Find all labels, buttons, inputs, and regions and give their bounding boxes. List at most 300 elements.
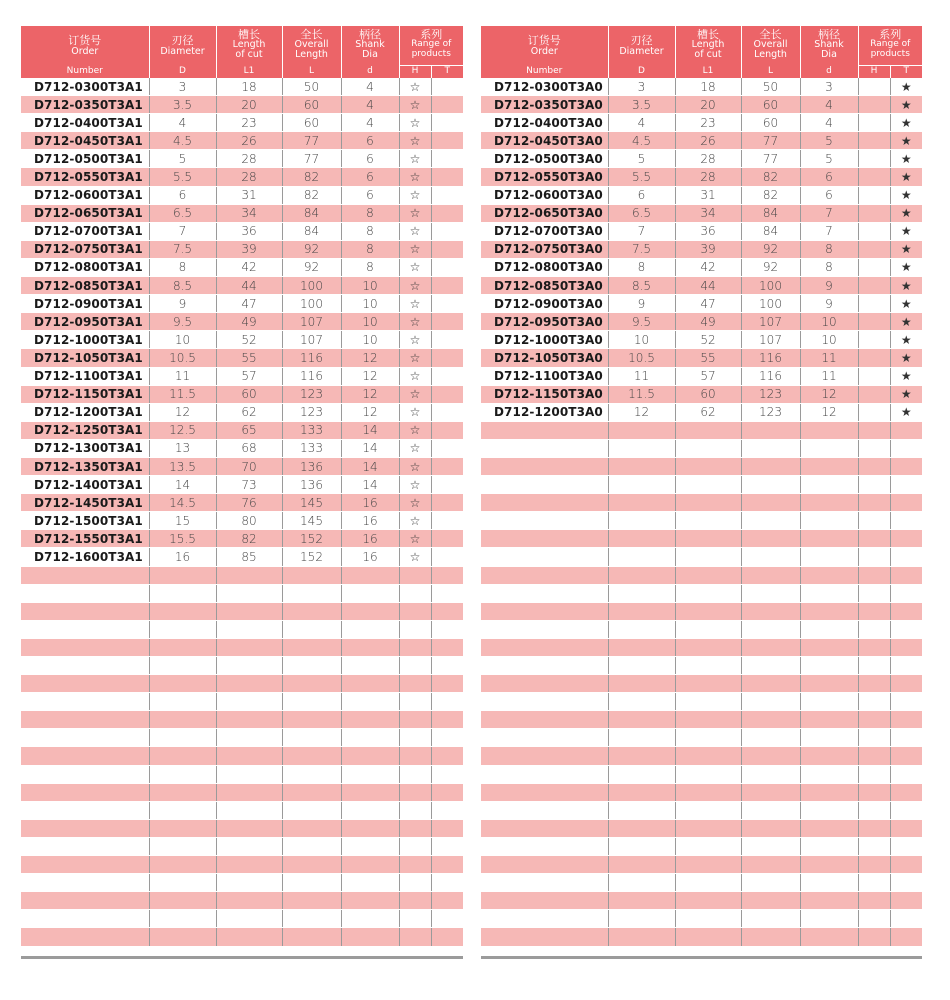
empty-cell [431,874,463,892]
table-row [21,476,463,494]
empty-cell [21,693,149,711]
empty-cell [858,892,890,910]
product-table-right [481,26,922,947]
empty-cell [741,512,800,530]
overall-length: 152 [282,548,341,566]
empty-cell [890,512,922,530]
hollow-star-icon: ☆ [399,150,431,168]
empty-cell [481,457,608,475]
empty-cell [149,584,216,602]
empty-cell [431,584,463,602]
empty-cell [341,602,399,620]
diameter: 3 [149,78,216,96]
empty-cell [858,638,890,656]
empty-cell [858,801,890,819]
empty-cell [481,439,608,457]
order-number: D712-0700T3A0 [481,222,608,240]
empty-cell [890,530,922,548]
overall-length: 84 [741,222,800,240]
empty-cell [675,729,741,747]
table-row [481,512,922,530]
subheader-shank-d: d [341,66,399,79]
empty-cell [481,928,608,946]
length-of-cut: 28 [216,150,282,168]
diameter: 14 [149,476,216,494]
overall-length: 92 [282,258,341,276]
order-number: D712-0850T3A0 [481,277,608,295]
empty-cell [399,928,431,946]
overall-length: 107 [282,331,341,349]
table-row [21,837,463,855]
shank-dia: 16 [341,512,399,530]
order-number: D712-0300T3A1 [21,78,149,96]
table-row [21,457,463,475]
empty-cell [282,747,341,765]
diameter: 9.5 [608,313,675,331]
subheader-h: H [858,66,890,79]
shank-dia: 14 [341,421,399,439]
empty-cell [858,150,890,168]
overall-length: 84 [282,204,341,222]
empty-cell [282,928,341,946]
overall-length: 77 [741,150,800,168]
overall-length: 136 [282,457,341,475]
empty-cell [431,313,463,331]
hollow-star-icon: ☆ [399,530,431,548]
empty-cell [800,530,858,548]
empty-cell [399,729,431,747]
hollow-star-icon: ☆ [399,222,431,240]
empty-cell [608,729,675,747]
empty-cell [741,837,800,855]
empty-cell [858,856,890,874]
empty-cell [800,711,858,729]
empty-cell [481,892,608,910]
empty-cell [890,910,922,928]
empty-cell [608,874,675,892]
empty-cell [21,801,149,819]
empty-cell [431,602,463,620]
empty-cell [858,421,890,439]
empty-cell [481,819,608,837]
order-number: D712-1600T3A1 [21,548,149,566]
diameter-header: 刃径 Diameter [608,26,675,66]
empty-cell [800,620,858,638]
empty-cell [608,910,675,928]
table-row [481,457,922,475]
empty-cell [282,729,341,747]
empty-cell [431,765,463,783]
shank-dia-header: 柄径 Shank Dia [800,26,858,66]
table-row [21,801,463,819]
empty-cell [858,132,890,150]
empty-cell [216,620,282,638]
diameter: 3.5 [608,96,675,114]
empty-cell [858,819,890,837]
length-of-cut: 36 [675,222,741,240]
hollow-star-icon: ☆ [399,277,431,295]
empty-cell [149,783,216,801]
empty-cell [431,295,463,313]
table-row [21,693,463,711]
overall-length: 77 [282,132,341,150]
empty-cell [858,874,890,892]
empty-cell [890,765,922,783]
empty-cell [741,765,800,783]
shank-dia: 6 [800,186,858,204]
table-row [21,856,463,874]
empty-cell [741,439,800,457]
empty-cell [216,874,282,892]
empty-cell [481,584,608,602]
empty-cell [608,620,675,638]
empty-cell [858,675,890,693]
order-number: D712-0750T3A1 [21,240,149,258]
empty-cell [431,132,463,150]
empty-cell [216,910,282,928]
empty-cell [890,693,922,711]
empty-cell [481,783,608,801]
hollow-star-icon: ☆ [399,494,431,512]
hollow-star-icon: ☆ [399,403,431,421]
empty-cell [216,729,282,747]
empty-cell [282,657,341,675]
empty-cell [675,494,741,512]
empty-cell [675,657,741,675]
empty-cell [608,530,675,548]
overall-length: 84 [282,222,341,240]
empty-cell [675,837,741,855]
subheader-number: Number [21,66,149,79]
hollow-star-icon: ☆ [399,313,431,331]
solid-star-icon: ★ [890,385,922,403]
empty-cell [216,856,282,874]
empty-cell [149,620,216,638]
empty-cell [431,783,463,801]
order-number: D712-0700T3A1 [21,222,149,240]
empty-cell [608,801,675,819]
empty-cell [216,693,282,711]
empty-cell [431,657,463,675]
empty-cell [21,892,149,910]
empty-cell [216,801,282,819]
empty-cell [675,476,741,494]
diameter: 14.5 [149,494,216,512]
length-of-cut: 44 [216,277,282,295]
order-number: D712-1000T3A0 [481,331,608,349]
table-row [481,150,922,168]
empty-cell [858,96,890,114]
empty-cell [399,657,431,675]
table-row [21,494,463,512]
solid-star-icon: ★ [890,258,922,276]
empty-cell [741,729,800,747]
empty-cell [741,620,800,638]
empty-cell [675,548,741,566]
empty-cell [431,204,463,222]
length-of-cut: 18 [675,78,741,96]
empty-cell [858,277,890,295]
overall-length: 60 [741,96,800,114]
length-of-cut: 68 [216,439,282,457]
table-row [481,747,922,765]
shank-dia: 10 [341,295,399,313]
empty-cell [675,928,741,946]
empty-cell [341,566,399,584]
empty-cell [675,421,741,439]
empty-cell [431,476,463,494]
table-row [21,874,463,892]
empty-cell [858,584,890,602]
empty-cell [341,711,399,729]
diameter: 6 [608,186,675,204]
empty-cell [858,620,890,638]
table-row [481,602,922,620]
order-number: D712-0550T3A0 [481,168,608,186]
empty-cell [858,186,890,204]
empty-cell [800,819,858,837]
empty-cell [890,711,922,729]
overall-length: 145 [282,494,341,512]
empty-cell [858,222,890,240]
empty-cell [890,457,922,475]
solid-star-icon: ★ [890,186,922,204]
shank-dia: 8 [341,222,399,240]
table-row [21,331,463,349]
solid-star-icon: ★ [890,240,922,258]
empty-cell [858,530,890,548]
empty-cell [216,711,282,729]
empty-cell [341,928,399,946]
overall-length: 82 [282,168,341,186]
empty-cell [431,150,463,168]
empty-cell [800,837,858,855]
diameter: 13 [149,439,216,457]
table-row [21,258,463,276]
empty-cell [890,874,922,892]
hollow-star-icon: ☆ [399,132,431,150]
empty-cell [800,494,858,512]
diameter: 5 [608,150,675,168]
empty-cell [149,874,216,892]
length-of-cut: 60 [216,385,282,403]
empty-cell [890,439,922,457]
empty-cell [21,837,149,855]
overall-length: 107 [741,331,800,349]
diameter: 8 [149,258,216,276]
table-row [481,801,922,819]
empty-cell [21,765,149,783]
empty-cell [21,729,149,747]
empty-cell [341,874,399,892]
empty-cell [608,765,675,783]
empty-cell [341,657,399,675]
empty-cell [431,620,463,638]
empty-cell [608,512,675,530]
table-row [481,783,922,801]
empty-cell [800,910,858,928]
order-number: D712-0550T3A1 [21,168,149,186]
subheader-t: T [431,66,463,79]
table-row [481,729,922,747]
empty-cell [431,277,463,295]
empty-cell [741,421,800,439]
overall-length: 60 [282,96,341,114]
order-number: D712-1150T3A0 [481,385,608,403]
table-row [481,258,922,276]
order-number: D712-1050T3A1 [21,349,149,367]
table-row [481,132,922,150]
empty-cell [741,874,800,892]
empty-cell [481,530,608,548]
empty-cell [341,819,399,837]
empty-cell [399,638,431,656]
empty-cell [890,892,922,910]
empty-cell [399,566,431,584]
empty-cell [608,837,675,855]
length-of-cut: 23 [675,114,741,132]
subheader-l: L [282,66,341,79]
table-row [21,78,463,96]
hollow-star-icon: ☆ [399,512,431,530]
order-number: D712-0600T3A0 [481,186,608,204]
empty-cell [399,910,431,928]
empty-cell [890,856,922,874]
overall-length: 116 [282,349,341,367]
empty-cell [675,620,741,638]
table-row [481,638,922,656]
empty-cell [149,837,216,855]
empty-cell [675,584,741,602]
length-of-cut: 65 [216,421,282,439]
table-row [21,150,463,168]
shank-dia: 14 [341,476,399,494]
order-number: D712-0500T3A1 [21,150,149,168]
length-of-cut: 39 [216,240,282,258]
shank-dia: 12 [341,385,399,403]
empty-cell [149,747,216,765]
hollow-star-icon: ☆ [399,385,431,403]
empty-cell [431,367,463,385]
empty-cell [216,819,282,837]
empty-cell [481,421,608,439]
empty-cell [858,837,890,855]
empty-cell [741,530,800,548]
empty-cell [481,837,608,855]
table-row [21,548,463,566]
empty-cell [399,747,431,765]
empty-cell [675,819,741,837]
empty-cell [431,78,463,96]
empty-cell [800,584,858,602]
subheader-l: L [741,66,800,79]
empty-cell [800,747,858,765]
empty-cell [481,620,608,638]
table-row [21,349,463,367]
shank-dia: 12 [341,349,399,367]
empty-cell [341,892,399,910]
empty-cell [800,856,858,874]
length-of-cut: 31 [675,186,741,204]
empty-cell [890,819,922,837]
empty-cell [608,928,675,946]
empty-cell [431,186,463,204]
empty-cell [800,548,858,566]
table-row [21,620,463,638]
table-row [481,874,922,892]
table-row [481,494,922,512]
empty-cell [481,675,608,693]
empty-cell [282,801,341,819]
table-row [21,240,463,258]
diameter: 16 [149,548,216,566]
diameter: 9.5 [149,313,216,331]
empty-cell [431,729,463,747]
empty-cell [675,801,741,819]
table-bottom-rule [21,956,463,959]
length-of-cut: 49 [675,313,741,331]
empty-cell [858,258,890,276]
order-number: D712-1300T3A1 [21,439,149,457]
table-row [481,403,922,421]
table-row [481,277,922,295]
empty-cell [800,765,858,783]
shank-dia: 6 [341,150,399,168]
empty-cell [741,928,800,946]
diameter: 10.5 [608,349,675,367]
empty-cell [282,783,341,801]
solid-star-icon: ★ [890,222,922,240]
empty-cell [481,512,608,530]
empty-cell [149,602,216,620]
table-row [481,693,922,711]
diameter: 10 [608,331,675,349]
empty-cell [890,476,922,494]
empty-cell [481,693,608,711]
length-of-cut: 26 [216,132,282,150]
solid-star-icon: ★ [890,150,922,168]
empty-cell [399,620,431,638]
overall-length: 152 [282,530,341,548]
length-of-cut: 23 [216,114,282,132]
table-row [481,78,922,96]
empty-cell [431,638,463,656]
empty-cell [675,783,741,801]
length-of-cut: 20 [216,96,282,114]
table-row [21,222,463,240]
empty-cell [741,801,800,819]
overall-length: 82 [741,168,800,186]
diameter: 8 [608,258,675,276]
hollow-star-icon: ☆ [399,457,431,475]
order-number: D712-0850T3A1 [21,277,149,295]
length-of-cut: 31 [216,186,282,204]
empty-cell [431,566,463,584]
overall-length: 100 [282,295,341,313]
length-of-cut: 55 [675,349,741,367]
order-number: D712-0900T3A1 [21,295,149,313]
overall-length: 92 [741,258,800,276]
empty-cell [21,620,149,638]
empty-cell [675,457,741,475]
empty-cell [675,530,741,548]
empty-cell [741,693,800,711]
table-row [481,675,922,693]
empty-cell [858,367,890,385]
order-number: D712-0400T3A0 [481,114,608,132]
empty-cell [481,638,608,656]
diameter: 5.5 [608,168,675,186]
